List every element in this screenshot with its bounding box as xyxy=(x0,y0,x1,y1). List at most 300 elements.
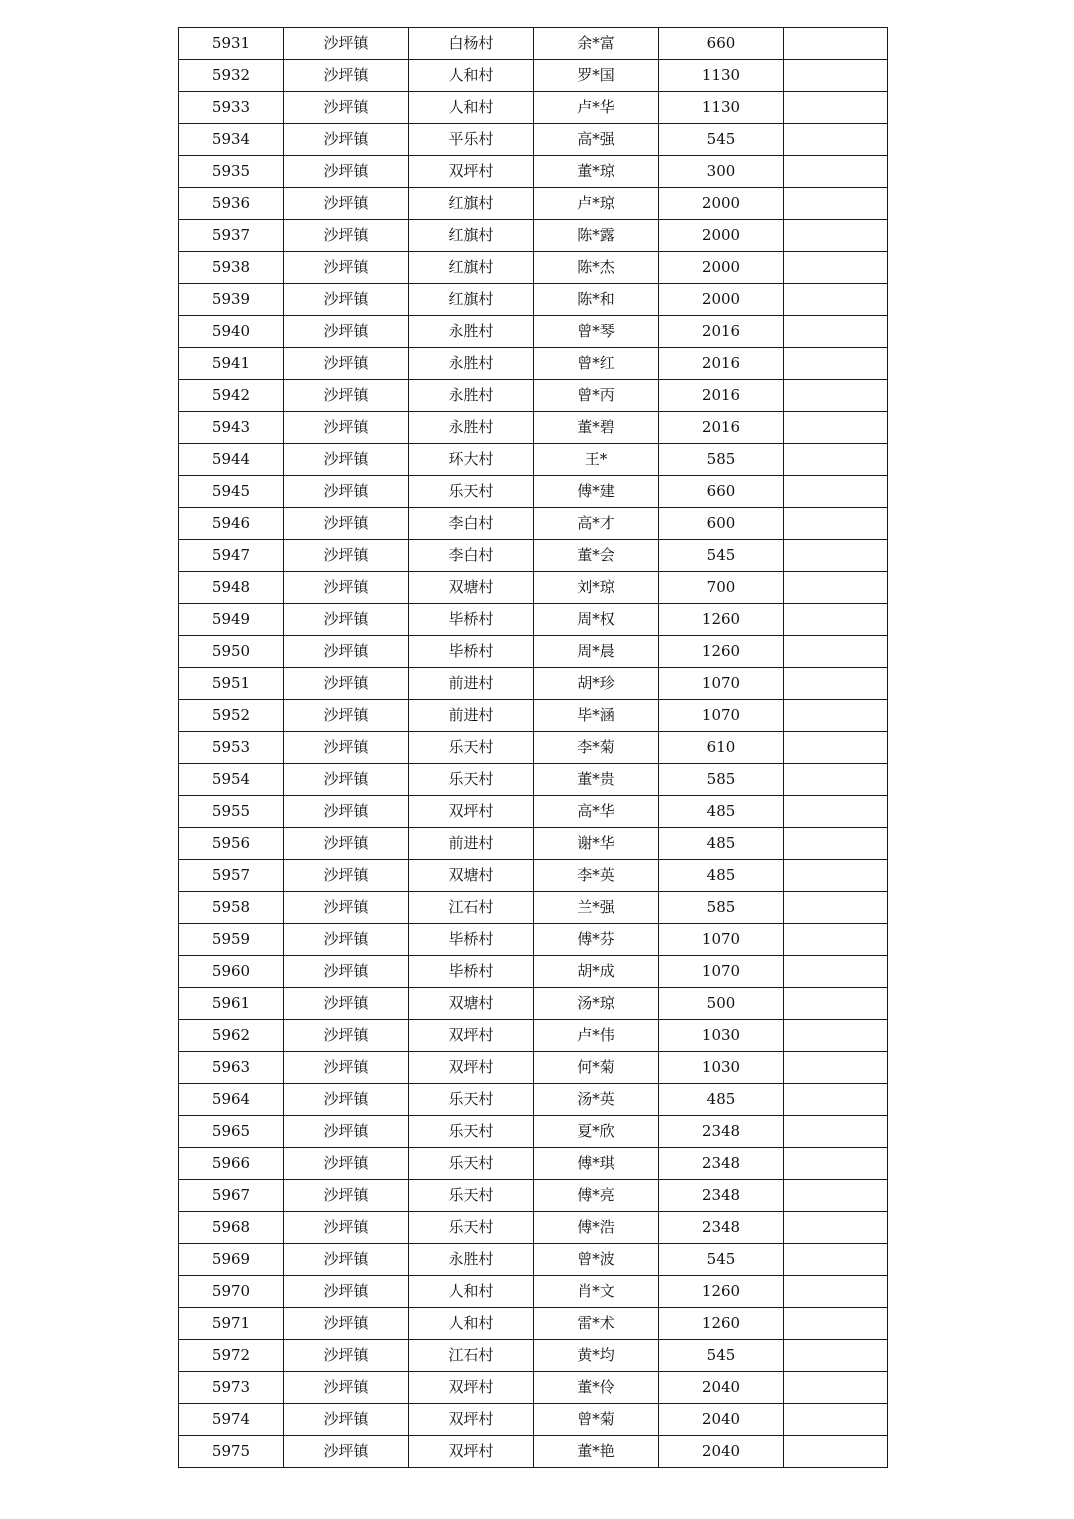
row-number-cell: 5952 xyxy=(179,700,284,732)
name-cell: 卢*华 xyxy=(534,92,659,124)
town-cell: 沙坪镇 xyxy=(284,188,409,220)
amount-cell: 2016 xyxy=(659,316,784,348)
village-cell: 乐天村 xyxy=(409,1180,534,1212)
remark-cell xyxy=(784,1276,888,1308)
village-cell: 人和村 xyxy=(409,60,534,92)
row-number-cell: 5949 xyxy=(179,604,284,636)
village-cell: 双塘村 xyxy=(409,860,534,892)
table-row xyxy=(179,476,888,508)
amount-cell: 2000 xyxy=(659,188,784,220)
town-cell: 沙坪镇 xyxy=(284,604,409,636)
name-cell: 罗*国 xyxy=(534,60,659,92)
name-cell: 陈*杰 xyxy=(534,252,659,284)
table-row xyxy=(179,156,888,188)
town-cell: 沙坪镇 xyxy=(284,636,409,668)
table-row xyxy=(179,188,888,220)
row-number-cell: 5938 xyxy=(179,252,284,284)
amount-cell: 2040 xyxy=(659,1404,784,1436)
remark-cell xyxy=(784,476,888,508)
village-cell: 前进村 xyxy=(409,828,534,860)
village-cell: 红旗村 xyxy=(409,220,534,252)
row-number-cell: 5972 xyxy=(179,1340,284,1372)
village-cell: 永胜村 xyxy=(409,348,534,380)
table-row xyxy=(179,1276,888,1308)
table-row xyxy=(179,988,888,1020)
town-cell: 沙坪镇 xyxy=(284,1244,409,1276)
name-cell: 董*琼 xyxy=(534,156,659,188)
remark-cell xyxy=(784,188,888,220)
table-row xyxy=(179,540,888,572)
row-number-cell: 5960 xyxy=(179,956,284,988)
amount-cell: 2016 xyxy=(659,380,784,412)
name-cell: 卢*琼 xyxy=(534,188,659,220)
village-cell: 乐天村 xyxy=(409,476,534,508)
town-cell: 沙坪镇 xyxy=(284,860,409,892)
town-cell: 沙坪镇 xyxy=(284,1148,409,1180)
row-number-cell: 5965 xyxy=(179,1116,284,1148)
row-number-cell: 5959 xyxy=(179,924,284,956)
data-table xyxy=(178,27,888,1468)
row-number-cell: 5971 xyxy=(179,1308,284,1340)
village-cell: 双坪村 xyxy=(409,1052,534,1084)
amount-cell: 700 xyxy=(659,572,784,604)
remark-cell xyxy=(784,156,888,188)
village-cell: 江石村 xyxy=(409,892,534,924)
amount-cell: 485 xyxy=(659,796,784,828)
village-cell: 乐天村 xyxy=(409,1116,534,1148)
village-cell: 永胜村 xyxy=(409,316,534,348)
village-cell: 白杨村 xyxy=(409,28,534,60)
row-number-cell: 5940 xyxy=(179,316,284,348)
amount-cell: 545 xyxy=(659,1244,784,1276)
amount-cell: 485 xyxy=(659,860,784,892)
row-number-cell: 5963 xyxy=(179,1052,284,1084)
town-cell: 沙坪镇 xyxy=(284,1436,409,1468)
remark-cell xyxy=(784,508,888,540)
amount-cell: 2000 xyxy=(659,284,784,316)
table-row xyxy=(179,412,888,444)
town-cell: 沙坪镇 xyxy=(284,348,409,380)
remark-cell xyxy=(784,796,888,828)
town-cell: 沙坪镇 xyxy=(284,1084,409,1116)
remark-cell xyxy=(784,1244,888,1276)
remark-cell xyxy=(784,1212,888,1244)
amount-cell: 2000 xyxy=(659,252,784,284)
village-cell: 双塘村 xyxy=(409,988,534,1020)
remark-cell xyxy=(784,732,888,764)
town-cell: 沙坪镇 xyxy=(284,1372,409,1404)
table-row xyxy=(179,1116,888,1148)
remark-cell xyxy=(784,1052,888,1084)
table-row xyxy=(179,348,888,380)
remark-cell xyxy=(784,764,888,796)
name-cell: 刘*琼 xyxy=(534,572,659,604)
name-cell: 高*华 xyxy=(534,796,659,828)
name-cell: 肖*文 xyxy=(534,1276,659,1308)
town-cell: 沙坪镇 xyxy=(284,220,409,252)
town-cell: 沙坪镇 xyxy=(284,412,409,444)
row-number-cell: 5966 xyxy=(179,1148,284,1180)
table-row xyxy=(179,60,888,92)
table-row xyxy=(179,1020,888,1052)
town-cell: 沙坪镇 xyxy=(284,1020,409,1052)
amount-cell: 1260 xyxy=(659,1308,784,1340)
table-row xyxy=(179,668,888,700)
amount-cell: 1260 xyxy=(659,604,784,636)
row-number-cell: 5962 xyxy=(179,1020,284,1052)
village-cell: 双坪村 xyxy=(409,1020,534,1052)
village-cell: 永胜村 xyxy=(409,380,534,412)
village-cell: 人和村 xyxy=(409,1308,534,1340)
name-cell: 余*富 xyxy=(534,28,659,60)
town-cell: 沙坪镇 xyxy=(284,540,409,572)
name-cell: 胡*珍 xyxy=(534,668,659,700)
table-row xyxy=(179,924,888,956)
remark-cell xyxy=(784,348,888,380)
amount-cell: 2348 xyxy=(659,1212,784,1244)
village-cell: 毕桥村 xyxy=(409,956,534,988)
row-number-cell: 5954 xyxy=(179,764,284,796)
row-number-cell: 5937 xyxy=(179,220,284,252)
village-cell: 人和村 xyxy=(409,92,534,124)
row-number-cell: 5970 xyxy=(179,1276,284,1308)
remark-cell xyxy=(784,1148,888,1180)
remark-cell xyxy=(784,988,888,1020)
town-cell: 沙坪镇 xyxy=(284,828,409,860)
row-number-cell: 5935 xyxy=(179,156,284,188)
village-cell: 乐天村 xyxy=(409,1148,534,1180)
remark-cell xyxy=(784,124,888,156)
town-cell: 沙坪镇 xyxy=(284,508,409,540)
name-cell: 胡*成 xyxy=(534,956,659,988)
remark-cell xyxy=(784,700,888,732)
remark-cell xyxy=(784,636,888,668)
town-cell: 沙坪镇 xyxy=(284,28,409,60)
remark-cell xyxy=(784,1084,888,1116)
amount-cell: 2348 xyxy=(659,1116,784,1148)
row-number-cell: 5936 xyxy=(179,188,284,220)
table-row xyxy=(179,860,888,892)
row-number-cell: 5951 xyxy=(179,668,284,700)
amount-cell: 485 xyxy=(659,828,784,860)
table-row xyxy=(179,1212,888,1244)
amount-cell: 1030 xyxy=(659,1052,784,1084)
row-number-cell: 5950 xyxy=(179,636,284,668)
village-cell: 环大村 xyxy=(409,444,534,476)
row-number-cell: 5932 xyxy=(179,60,284,92)
remark-cell xyxy=(784,380,888,412)
table-row xyxy=(179,316,888,348)
village-cell: 双塘村 xyxy=(409,572,534,604)
village-cell: 红旗村 xyxy=(409,188,534,220)
name-cell: 陈*露 xyxy=(534,220,659,252)
town-cell: 沙坪镇 xyxy=(284,380,409,412)
amount-cell: 1130 xyxy=(659,92,784,124)
town-cell: 沙坪镇 xyxy=(284,1340,409,1372)
table-row xyxy=(179,1084,888,1116)
remark-cell xyxy=(784,540,888,572)
remark-cell xyxy=(784,60,888,92)
name-cell: 李*英 xyxy=(534,860,659,892)
table-row xyxy=(179,1372,888,1404)
name-cell: 何*菊 xyxy=(534,1052,659,1084)
village-cell: 双坪村 xyxy=(409,796,534,828)
name-cell: 谢*华 xyxy=(534,828,659,860)
town-cell: 沙坪镇 xyxy=(284,92,409,124)
name-cell: 周*晨 xyxy=(534,636,659,668)
row-number-cell: 5975 xyxy=(179,1436,284,1468)
village-cell: 双坪村 xyxy=(409,1436,534,1468)
amount-cell: 585 xyxy=(659,764,784,796)
town-cell: 沙坪镇 xyxy=(284,316,409,348)
name-cell: 雷*术 xyxy=(534,1308,659,1340)
remark-cell xyxy=(784,604,888,636)
name-cell: 王* xyxy=(534,444,659,476)
amount-cell: 1260 xyxy=(659,1276,784,1308)
row-number-cell: 5955 xyxy=(179,796,284,828)
remark-cell xyxy=(784,924,888,956)
amount-cell: 600 xyxy=(659,508,784,540)
name-cell: 董*碧 xyxy=(534,412,659,444)
town-cell: 沙坪镇 xyxy=(284,796,409,828)
village-cell: 双坪村 xyxy=(409,1404,534,1436)
village-cell: 江石村 xyxy=(409,1340,534,1372)
remark-cell xyxy=(784,828,888,860)
town-cell: 沙坪镇 xyxy=(284,764,409,796)
amount-cell: 2040 xyxy=(659,1372,784,1404)
table-row xyxy=(179,892,888,924)
name-cell: 毕*涵 xyxy=(534,700,659,732)
remark-cell xyxy=(784,284,888,316)
name-cell: 曾*丙 xyxy=(534,380,659,412)
row-number-cell: 5944 xyxy=(179,444,284,476)
row-number-cell: 5942 xyxy=(179,380,284,412)
row-number-cell: 5968 xyxy=(179,1212,284,1244)
amount-cell: 545 xyxy=(659,540,784,572)
row-number-cell: 5946 xyxy=(179,508,284,540)
remark-cell xyxy=(784,316,888,348)
table-row xyxy=(179,1244,888,1276)
amount-cell: 1030 xyxy=(659,1020,784,1052)
amount-cell: 610 xyxy=(659,732,784,764)
row-number-cell: 5939 xyxy=(179,284,284,316)
table-row xyxy=(179,444,888,476)
name-cell: 傅*芬 xyxy=(534,924,659,956)
table-row xyxy=(179,1180,888,1212)
table-row xyxy=(179,764,888,796)
amount-cell: 500 xyxy=(659,988,784,1020)
amount-cell: 2040 xyxy=(659,1436,784,1468)
amount-cell: 585 xyxy=(659,892,784,924)
amount-cell: 2348 xyxy=(659,1180,784,1212)
town-cell: 沙坪镇 xyxy=(284,1404,409,1436)
town-cell: 沙坪镇 xyxy=(284,956,409,988)
table-row xyxy=(179,732,888,764)
amount-cell: 585 xyxy=(659,444,784,476)
village-cell: 人和村 xyxy=(409,1276,534,1308)
village-cell: 乐天村 xyxy=(409,764,534,796)
name-cell: 曾*波 xyxy=(534,1244,659,1276)
table-row xyxy=(179,700,888,732)
remark-cell xyxy=(784,1180,888,1212)
remark-cell xyxy=(784,668,888,700)
row-number-cell: 5961 xyxy=(179,988,284,1020)
amount-cell: 2348 xyxy=(659,1148,784,1180)
town-cell: 沙坪镇 xyxy=(284,1308,409,1340)
town-cell: 沙坪镇 xyxy=(284,924,409,956)
town-cell: 沙坪镇 xyxy=(284,284,409,316)
village-cell: 毕桥村 xyxy=(409,636,534,668)
row-number-cell: 5948 xyxy=(179,572,284,604)
town-cell: 沙坪镇 xyxy=(284,668,409,700)
name-cell: 曾*红 xyxy=(534,348,659,380)
amount-cell: 1070 xyxy=(659,924,784,956)
remark-cell xyxy=(784,1308,888,1340)
amount-cell: 485 xyxy=(659,1084,784,1116)
village-cell: 永胜村 xyxy=(409,1244,534,1276)
amount-cell: 2016 xyxy=(659,412,784,444)
town-cell: 沙坪镇 xyxy=(284,988,409,1020)
table-row xyxy=(179,124,888,156)
name-cell: 傅*浩 xyxy=(534,1212,659,1244)
amount-cell: 1070 xyxy=(659,700,784,732)
name-cell: 夏*欣 xyxy=(534,1116,659,1148)
name-cell: 汤*英 xyxy=(534,1084,659,1116)
town-cell: 沙坪镇 xyxy=(284,732,409,764)
remark-cell xyxy=(784,956,888,988)
town-cell: 沙坪镇 xyxy=(284,1116,409,1148)
row-number-cell: 5945 xyxy=(179,476,284,508)
table-row xyxy=(179,220,888,252)
town-cell: 沙坪镇 xyxy=(284,1052,409,1084)
row-number-cell: 5934 xyxy=(179,124,284,156)
row-number-cell: 5957 xyxy=(179,860,284,892)
amount-cell: 660 xyxy=(659,476,784,508)
table-row xyxy=(179,1308,888,1340)
remark-cell xyxy=(784,1340,888,1372)
name-cell: 李*菊 xyxy=(534,732,659,764)
town-cell: 沙坪镇 xyxy=(284,700,409,732)
name-cell: 周*权 xyxy=(534,604,659,636)
row-number-cell: 5974 xyxy=(179,1404,284,1436)
remark-cell xyxy=(784,1116,888,1148)
row-number-cell: 5967 xyxy=(179,1180,284,1212)
town-cell: 沙坪镇 xyxy=(284,1180,409,1212)
table-row xyxy=(179,796,888,828)
village-cell: 乐天村 xyxy=(409,1212,534,1244)
table-row xyxy=(179,1404,888,1436)
name-cell: 高*强 xyxy=(534,124,659,156)
row-number-cell: 5956 xyxy=(179,828,284,860)
name-cell: 董*艳 xyxy=(534,1436,659,1468)
town-cell: 沙坪镇 xyxy=(284,252,409,284)
village-cell: 毕桥村 xyxy=(409,604,534,636)
amount-cell: 1260 xyxy=(659,636,784,668)
amount-cell: 2016 xyxy=(659,348,784,380)
name-cell: 傅*亮 xyxy=(534,1180,659,1212)
village-cell: 前进村 xyxy=(409,668,534,700)
table-row xyxy=(179,828,888,860)
table-row xyxy=(179,28,888,60)
table-row xyxy=(179,1436,888,1468)
village-cell: 乐天村 xyxy=(409,732,534,764)
amount-cell: 545 xyxy=(659,124,784,156)
row-number-cell: 5931 xyxy=(179,28,284,60)
table-row xyxy=(179,252,888,284)
town-cell: 沙坪镇 xyxy=(284,60,409,92)
amount-cell: 1130 xyxy=(659,60,784,92)
table-row xyxy=(179,1148,888,1180)
table-row xyxy=(179,572,888,604)
village-cell: 李白村 xyxy=(409,508,534,540)
table-row xyxy=(179,1340,888,1372)
town-cell: 沙坪镇 xyxy=(284,156,409,188)
village-cell: 前进村 xyxy=(409,700,534,732)
amount-cell: 1070 xyxy=(659,956,784,988)
remark-cell xyxy=(784,1404,888,1436)
village-cell: 李白村 xyxy=(409,540,534,572)
name-cell: 曾*琴 xyxy=(534,316,659,348)
name-cell: 董*会 xyxy=(534,540,659,572)
name-cell: 董*伶 xyxy=(534,1372,659,1404)
amount-cell: 545 xyxy=(659,1340,784,1372)
name-cell: 高*才 xyxy=(534,508,659,540)
village-cell: 永胜村 xyxy=(409,412,534,444)
name-cell: 曾*菊 xyxy=(534,1404,659,1436)
remark-cell xyxy=(784,1436,888,1468)
row-number-cell: 5973 xyxy=(179,1372,284,1404)
row-number-cell: 5958 xyxy=(179,892,284,924)
town-cell: 沙坪镇 xyxy=(284,572,409,604)
village-cell: 乐天村 xyxy=(409,1084,534,1116)
remark-cell xyxy=(784,412,888,444)
table-row xyxy=(179,380,888,412)
row-number-cell: 5933 xyxy=(179,92,284,124)
amount-cell: 300 xyxy=(659,156,784,188)
remark-cell xyxy=(784,892,888,924)
town-cell: 沙坪镇 xyxy=(284,444,409,476)
village-cell: 双坪村 xyxy=(409,156,534,188)
amount-cell: 1070 xyxy=(659,668,784,700)
remark-cell xyxy=(784,1372,888,1404)
row-number-cell: 5969 xyxy=(179,1244,284,1276)
table-row xyxy=(179,508,888,540)
town-cell: 沙坪镇 xyxy=(284,1212,409,1244)
table-row xyxy=(179,92,888,124)
village-cell: 红旗村 xyxy=(409,284,534,316)
name-cell: 傅*琪 xyxy=(534,1148,659,1180)
remark-cell xyxy=(784,92,888,124)
remark-cell xyxy=(784,252,888,284)
village-cell: 红旗村 xyxy=(409,252,534,284)
town-cell: 沙坪镇 xyxy=(284,476,409,508)
table-body xyxy=(179,28,888,1468)
village-cell: 毕桥村 xyxy=(409,924,534,956)
remark-cell xyxy=(784,28,888,60)
remark-cell xyxy=(784,444,888,476)
row-number-cell: 5964 xyxy=(179,1084,284,1116)
name-cell: 汤*琼 xyxy=(534,988,659,1020)
remark-cell xyxy=(784,1020,888,1052)
row-number-cell: 5953 xyxy=(179,732,284,764)
amount-cell: 2000 xyxy=(659,220,784,252)
remark-cell xyxy=(784,220,888,252)
row-number-cell: 5941 xyxy=(179,348,284,380)
remark-cell xyxy=(784,572,888,604)
name-cell: 卢*伟 xyxy=(534,1020,659,1052)
name-cell: 董*贵 xyxy=(534,764,659,796)
remark-cell xyxy=(784,860,888,892)
